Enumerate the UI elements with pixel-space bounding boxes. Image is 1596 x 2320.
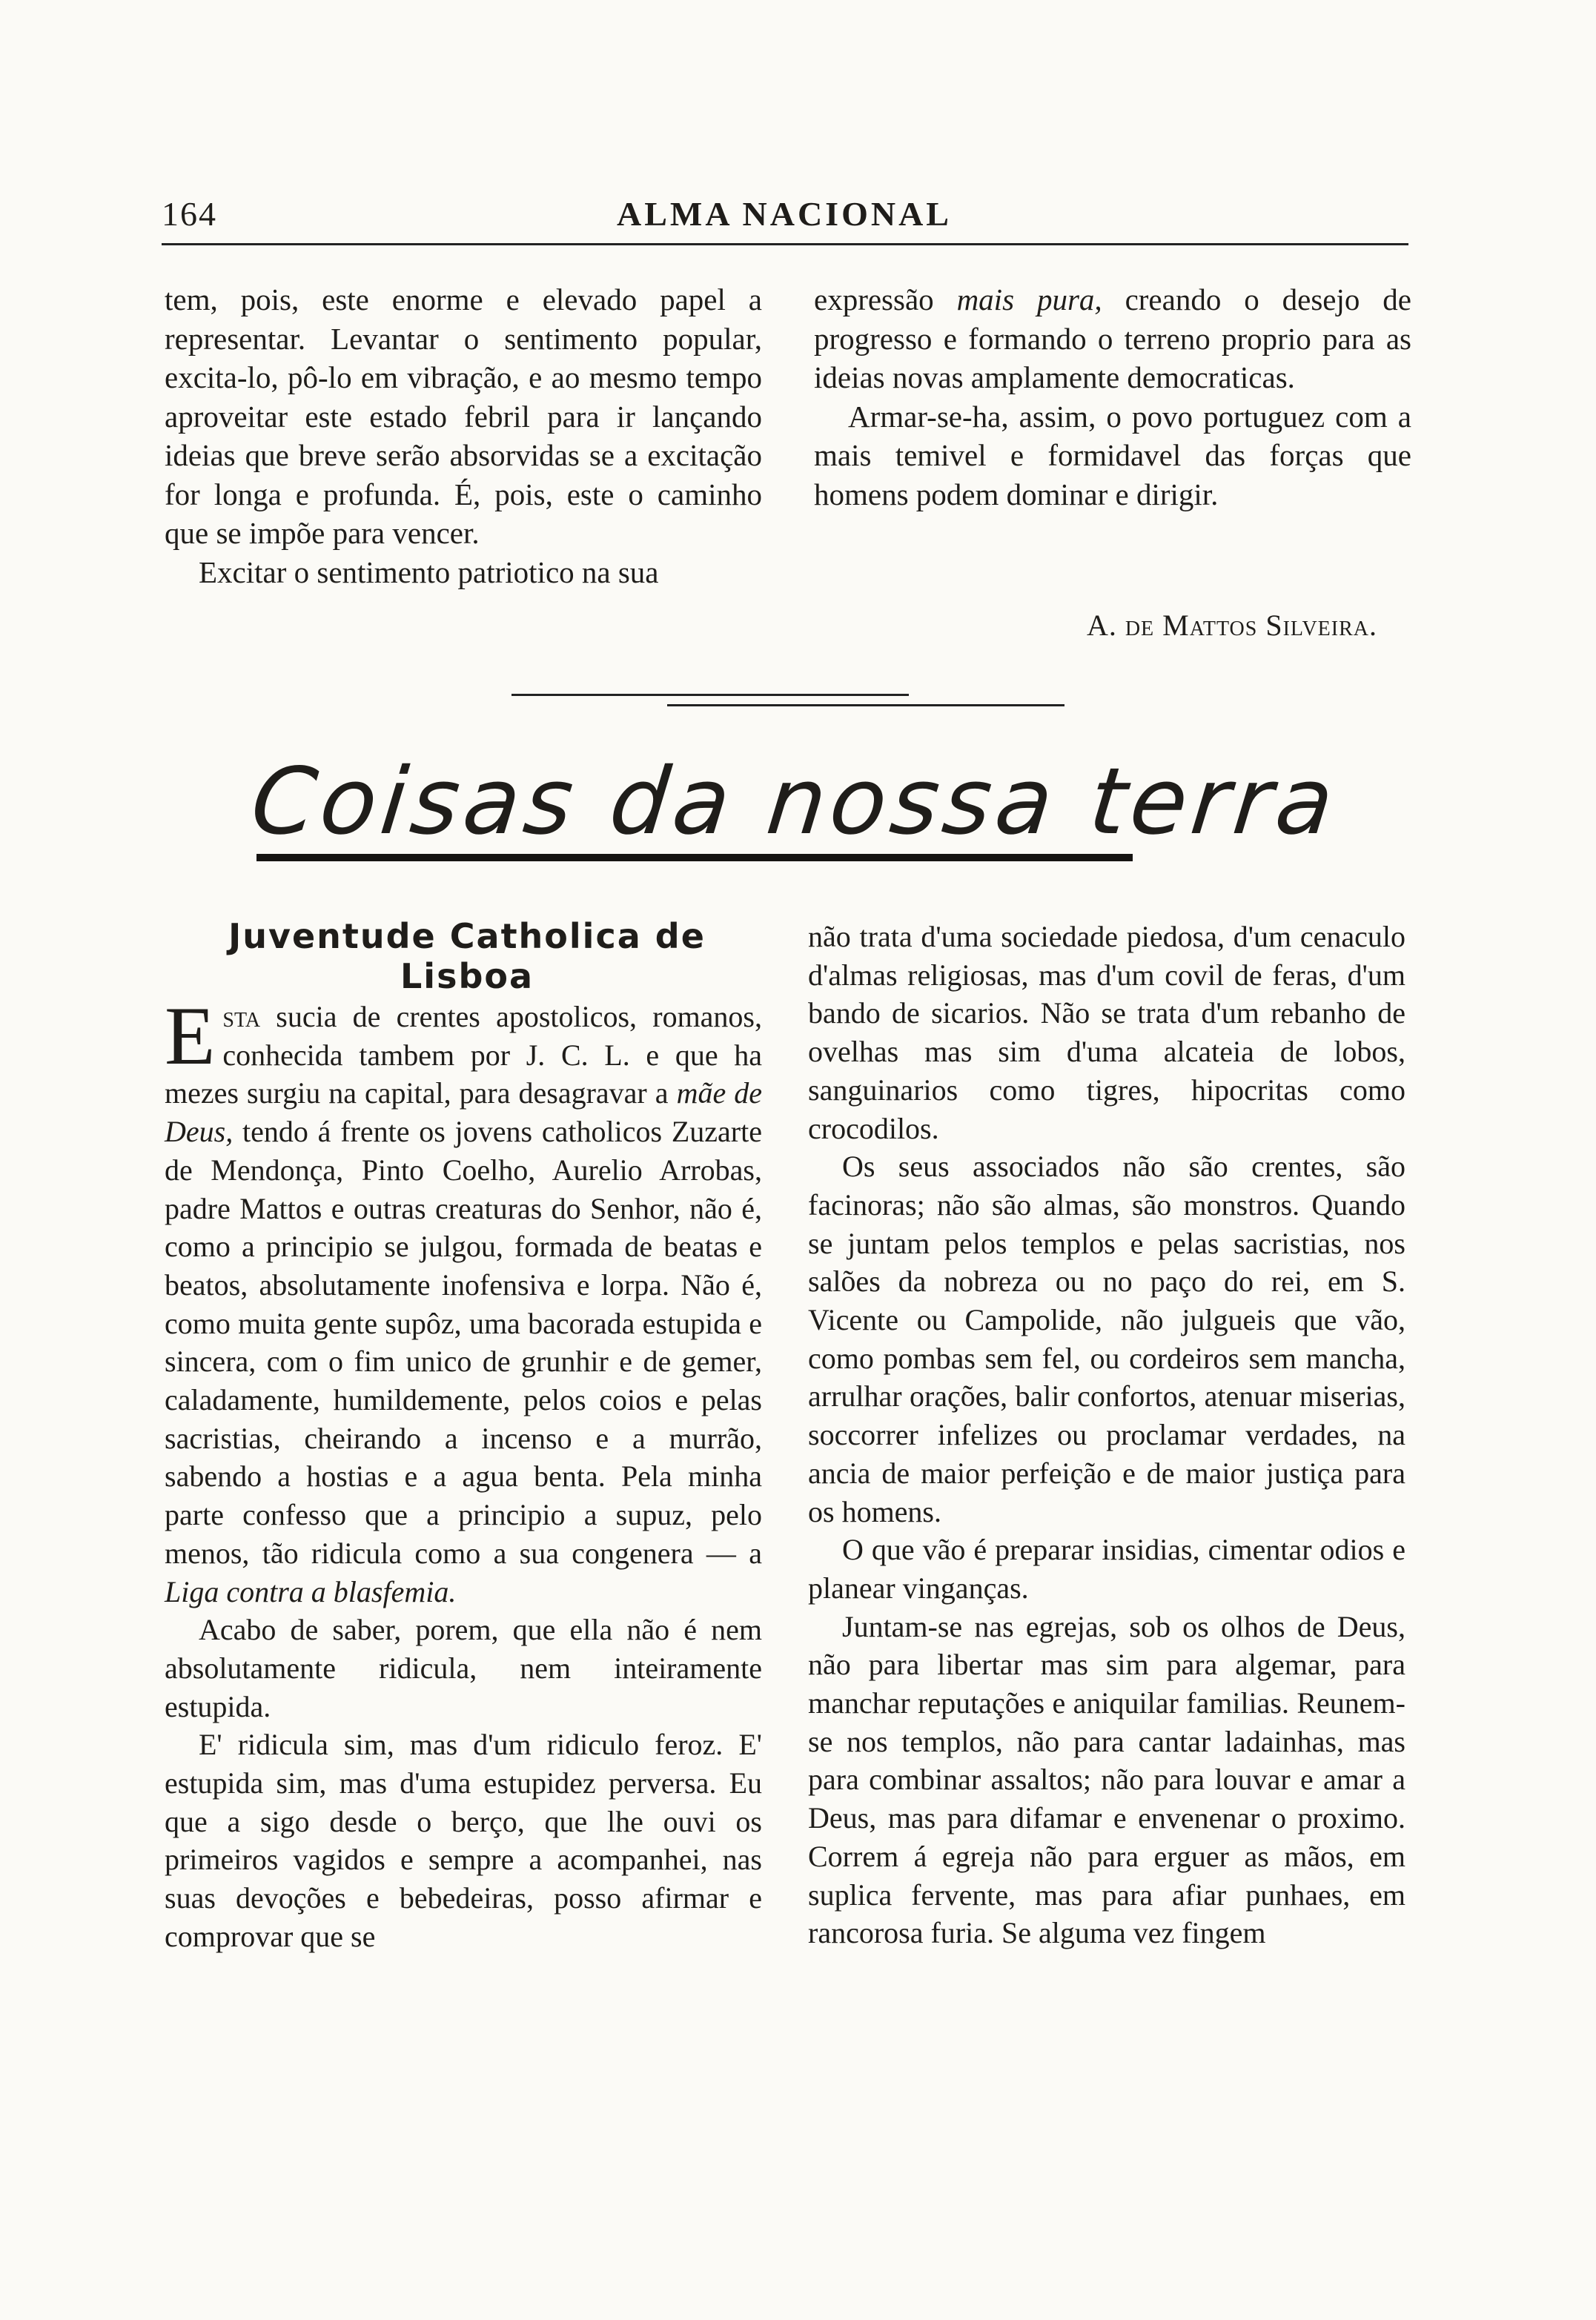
page-header	[162, 194, 1407, 239]
header-rule	[162, 243, 1408, 245]
article-subtitle: Juventude Catholica de Lisboa	[228, 916, 706, 996]
page-number: 164	[162, 195, 217, 233]
previous-article-right-column	[814, 280, 1411, 514]
text-run: tendo á frente os jovens catholicos Zuzarte de Mendonça, Pinto Coelho, Aurelio Arrobas, padre Mattos e outras creaturas do Senhor, não é, como a principio se julgou, formada de beatas e beatos, absolutamente inofensiva e lorpa. Não é, como muita gente supôz, uma bacorada estupida e sincera, com o fim unico de grunhir e de gemer, caladamente, humildemente, pelos coios e pelas sacristias, cheirando a incenso e a murrão, sabendo a hostias e a agua benta. Pela minha parte confesso que a principio a supuz, pelo menos, tão ridicula como a sua congenera — a	[165, 1115, 762, 1570]
previous-article-left-column	[165, 280, 762, 591]
prev-paragraph-4: Armar-se-ha, assim, o povo portuguez com a mais temivel e formidavel das forças que homens podem dominar e dirigir.	[814, 399, 1411, 511]
article-paragraph-4: não trata d'uma sociedade piedosa, d'um cenaculo d'almas religiosas, mas d'um covil de feras, d'um bando de sicarios. Não se trata d'um rebanho de ovelhas mas sim d'uma alcateia de lobos, sanguinarios como tigres, hipocritas como crocodilos.	[808, 920, 1405, 1145]
first-word: sta	[222, 1000, 261, 1033]
prev-paragraph-1: tem, pois, este enorme e elevado papel a representar. Levantar o sentimento popular, excita-lo, pô-lo em vibração, e ao mesmo tempo aproveitar este estado febril para ir lançando ideias que breve serão absorvidas se a excitação for longa e profunda. É, pois, este o caminho que se impõe para vencer.	[165, 282, 762, 550]
section-title: Coisas da nossa terra	[246, 749, 1343, 855]
running-title: ALMA NACIONAL	[617, 195, 952, 233]
article-paragraph-7: Juntam-se nas egrejas, sob os olhos de Deus, não para libertar mas sim para algemar, para manchar reputações e aniquilar familias. Reunem-se nos templos, não para cantar ladainhas, mas para combinar assaltos; não para louvar e amar a Deus, mas para difamar e envenenar o proximo. Correm á egreja não para erguer as mãos, em suplica fervente, mas para afiar punhaes, em rancorosa furia. Se alguma vez fingem	[808, 1609, 1405, 1950]
separator-rule	[667, 704, 1064, 706]
text-run: expressão	[814, 282, 957, 316]
article-paragraph-2: Acabo de saber, porem, que ella não é nem absolutamente ridicula, nem inteiramente estupida.	[165, 1613, 762, 1723]
article-paragraph-1	[165, 990, 762, 1611]
prev-paragraph-2: Excitar o sentimento patriotico na sua	[199, 554, 659, 589]
emphasis: mais pura,	[956, 282, 1102, 316]
article-paragraph-5: Os seus associados não são crentes, são facinoras; não são almas, são monstros. Quando se juntam pelos templos e pelas sacristias, nos salões da nobreza ou no paço do rei, em S. Vicente ou Campolide, não julgueis que vão, como pombas sem fel, ou cordeiros sem mancha, arrulhar orações, balir confortos, atenuar miserias, soccorrer infelizes ou proclamar verdades, na ancia de maior perfeição e de maior justiça para os homens.	[808, 1150, 1405, 1528]
separator-rule	[511, 694, 909, 696]
article-paragraph-6: O que vão é preparar insidias, cimentar odios e planear vinganças.	[808, 1533, 1405, 1605]
text-run: creando o desejo de progresso e formando o terreno proprio para as ideias novas amplamente democraticas.	[814, 282, 1411, 394]
title-underline	[256, 854, 1133, 861]
author-signature	[814, 608, 1377, 643]
emphasis: mãe de Deus,	[165, 1076, 762, 1149]
prev-paragraph-3	[814, 280, 1411, 397]
article-left-column	[165, 990, 762, 1956]
drop-cap: E	[165, 990, 216, 1082]
signature-text: A. de Mattos Silveira.	[1086, 609, 1377, 642]
article-right-column	[808, 918, 1405, 1952]
text-run: sucia de crentes apostolicos, romanos, conhecida tambem por J. C. L. e que ha mezes surgiu na capital, para desagravar a	[165, 1000, 762, 1110]
emphasis: Liga contra a blasfemia.	[165, 1574, 457, 1608]
article-paragraph-3: E' ridicula sim, mas d'um ridiculo feroz. E' estupida sim, mas d'uma estupidez perversa. Eu que a sigo desde o berço, que lhe ouvi os primeiros vagidos e sempre a acompanhei, nas suas devoções e bebedeiras, posso afirmar e comprovar que se	[165, 1728, 762, 1953]
